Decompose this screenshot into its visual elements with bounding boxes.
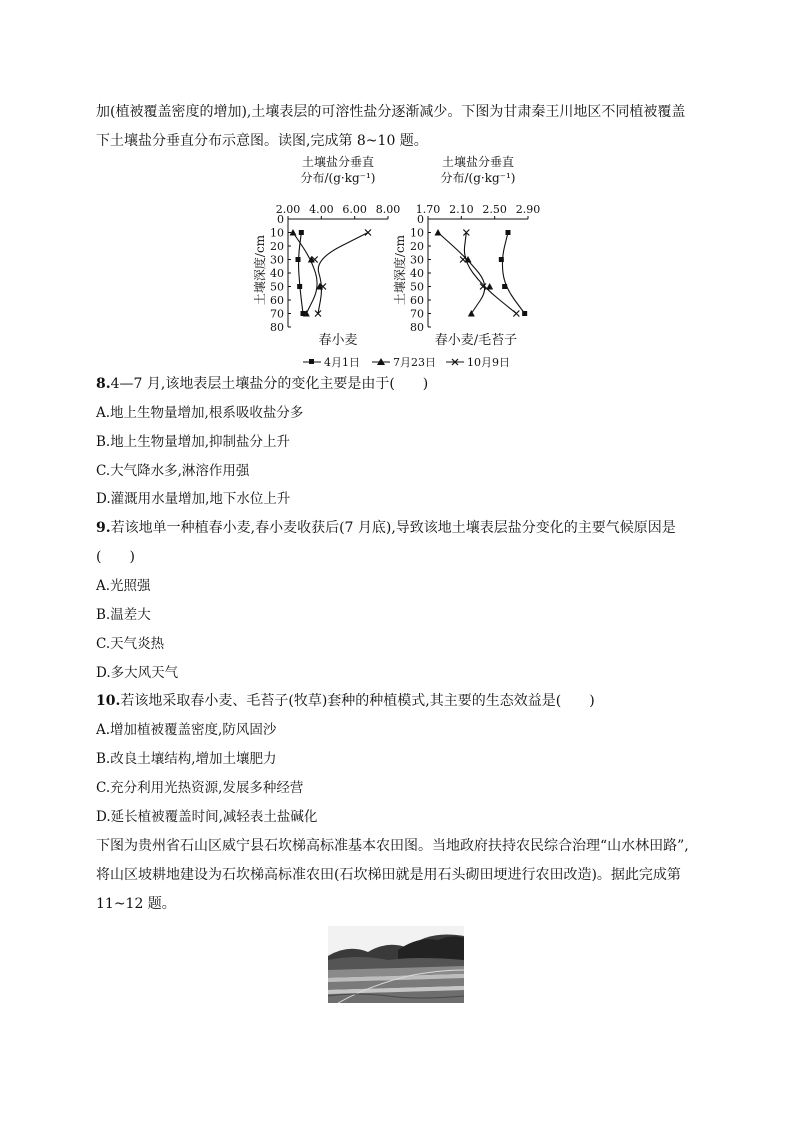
series-line-1 bbox=[502, 233, 524, 314]
q9-option-b[interactable]: B.温差大 bbox=[96, 607, 151, 623]
passage2-line-3: 11~12 题。 bbox=[96, 896, 176, 912]
q8-option-b[interactable]: B.地上生物量增加,抑制盐分上升 bbox=[96, 434, 291, 450]
x-tick-label: 8.00 bbox=[375, 203, 401, 216]
y-tick-label: 50 bbox=[270, 280, 284, 294]
legend-label-3: 10月9日 bbox=[467, 356, 510, 369]
q10-option-c[interactable]: C.充分利用光热资源,发展多种经营 bbox=[96, 780, 304, 796]
chart-spring-wheat bbox=[270, 203, 400, 334]
q9-option-a[interactable]: A.光照强 bbox=[96, 578, 151, 594]
chart-1-title-line-2: 分布/(g·kg⁻¹) bbox=[300, 171, 376, 185]
series-line-3 bbox=[318, 233, 368, 314]
chart-2-title-line-1: 土壤盐分垂直 bbox=[441, 155, 515, 169]
series-line-2 bbox=[438, 233, 485, 314]
data-point bbox=[502, 284, 507, 289]
data-point bbox=[435, 229, 442, 236]
intro-line-1: 加(植被覆盖密度的增加),土壤表层的可溶性盐分逐渐减少。下图为甘肃秦王川地区不同植被覆盖 bbox=[96, 104, 686, 120]
chart-spring-wheat-maotaizi bbox=[410, 203, 540, 334]
y-tick-label: 60 bbox=[410, 294, 424, 307]
chart-1-caption: 春小麦 bbox=[318, 333, 358, 348]
data-point bbox=[299, 230, 304, 235]
data-point bbox=[296, 257, 301, 262]
x-tick-label: 4.00 bbox=[309, 203, 334, 216]
y-tick-label: 0 bbox=[277, 213, 284, 226]
question-9-blank: ( ) bbox=[96, 549, 135, 565]
x-tick-label: 6.00 bbox=[342, 203, 367, 216]
y-tick-label: 30 bbox=[410, 253, 424, 267]
question-10-number: 10. bbox=[96, 693, 121, 709]
data-point bbox=[499, 257, 504, 262]
series-line-2 bbox=[293, 233, 317, 314]
question-8 bbox=[96, 374, 428, 394]
y-tick-label: 50 bbox=[410, 280, 424, 294]
chart-2-title-line-2: 分布/(g·kg⁻¹) bbox=[440, 171, 516, 185]
data-point bbox=[506, 230, 511, 235]
y-tick-label: 80 bbox=[270, 321, 284, 334]
y-axis-label-right: 土壤深度/cm bbox=[393, 234, 407, 306]
y-tick-label: 20 bbox=[410, 240, 424, 253]
chart-2-caption: 春小麦/毛苔子 bbox=[434, 333, 518, 348]
x-tick-label: 2.00 bbox=[275, 203, 301, 216]
y-tick-label: 10 bbox=[270, 226, 284, 240]
salt-distribution-figure bbox=[0, 150, 794, 370]
question-9-stem: 若该地单一种植春小麦,春小麦收获后(7 月底),导致该地土壤表层盐分变化的主要气候原因是 bbox=[110, 520, 676, 536]
q10-option-d[interactable]: D.延长植被覆盖时间,减轻表土盐碱化 bbox=[96, 809, 318, 825]
q9-option-c[interactable]: C.天气炎热 bbox=[96, 636, 165, 652]
y-tick-label: 0 bbox=[417, 213, 424, 226]
y-tick-label: 40 bbox=[270, 267, 284, 280]
passage2-line-2: 将山区坡耕地建设为石坎梯高标准农田(石坎梯田就是用石头砌田埂进行农田改造)。据此完成第 bbox=[96, 867, 681, 883]
y-tick-label: 30 bbox=[270, 253, 284, 267]
q10-option-a[interactable]: A.增加植被覆盖密度,防风固沙 bbox=[96, 722, 277, 738]
q8-option-d[interactable]: D.灌溉用水量增加,地下水位上升 bbox=[96, 491, 291, 507]
data-point bbox=[460, 257, 466, 263]
data-point bbox=[468, 310, 475, 317]
y-axis-label: 土壤深度/cm bbox=[253, 234, 267, 306]
terraced-farmland-photo bbox=[328, 926, 464, 1003]
question-10-stem: 若该地采取春小麦、毛苔子(牧草)套种的种植模式,其主要的生态效益是( ) bbox=[120, 693, 595, 709]
x-tick-label: 1.70 bbox=[415, 203, 441, 216]
data-point bbox=[365, 230, 371, 236]
series-line-3 bbox=[464, 233, 516, 314]
question-10 bbox=[96, 691, 595, 711]
question-8-stem: 4—7 月,该地表层土壤盐分的变化主要是由于( ) bbox=[110, 376, 429, 392]
data-point bbox=[522, 311, 527, 316]
question-9 bbox=[96, 518, 676, 538]
q10-option-b[interactable]: B.改良土壤结构,增加土壤肥力 bbox=[96, 751, 277, 767]
passage2-line-1: 下图为贵州省石山区威宁县石坎梯高标准基本农田图。当地政府扶持农民综合治理“山水林田路”, bbox=[96, 838, 689, 854]
y-tick-label: 40 bbox=[410, 267, 424, 280]
q8-option-a[interactable]: A.地上生物量增加,根系吸收盐分多 bbox=[96, 405, 304, 421]
x-tick-label: 2.50 bbox=[482, 203, 507, 216]
chart-1-title-line-1: 土壤盐分垂直 bbox=[301, 155, 375, 169]
legend-label-1: 4月1日 bbox=[324, 356, 360, 369]
question-9-number: 9. bbox=[96, 520, 111, 536]
legend bbox=[303, 356, 510, 369]
x-tick-label: 2.90 bbox=[515, 203, 541, 216]
y-tick-label: 10 bbox=[410, 226, 424, 240]
question-8-number: 8. bbox=[96, 376, 111, 392]
intro-line-2: 下土壤盐分垂直分布示意图。读图,完成第 8~10 题。 bbox=[96, 133, 428, 149]
y-tick-label: 80 bbox=[410, 321, 424, 334]
data-point bbox=[297, 284, 302, 289]
y-tick-label: 60 bbox=[270, 294, 284, 307]
y-tick-label: 20 bbox=[270, 240, 284, 253]
data-point bbox=[513, 311, 519, 317]
y-tick-label: 70 bbox=[410, 307, 424, 321]
x-tick-label: 2.10 bbox=[449, 203, 474, 216]
q8-option-c[interactable]: C.大气降水多,淋溶作用强 bbox=[96, 463, 250, 479]
legend-label-2: 7月23日 bbox=[393, 356, 436, 369]
y-tick-label: 70 bbox=[270, 307, 284, 321]
q9-option-d[interactable]: D.多大风天气 bbox=[96, 665, 179, 681]
